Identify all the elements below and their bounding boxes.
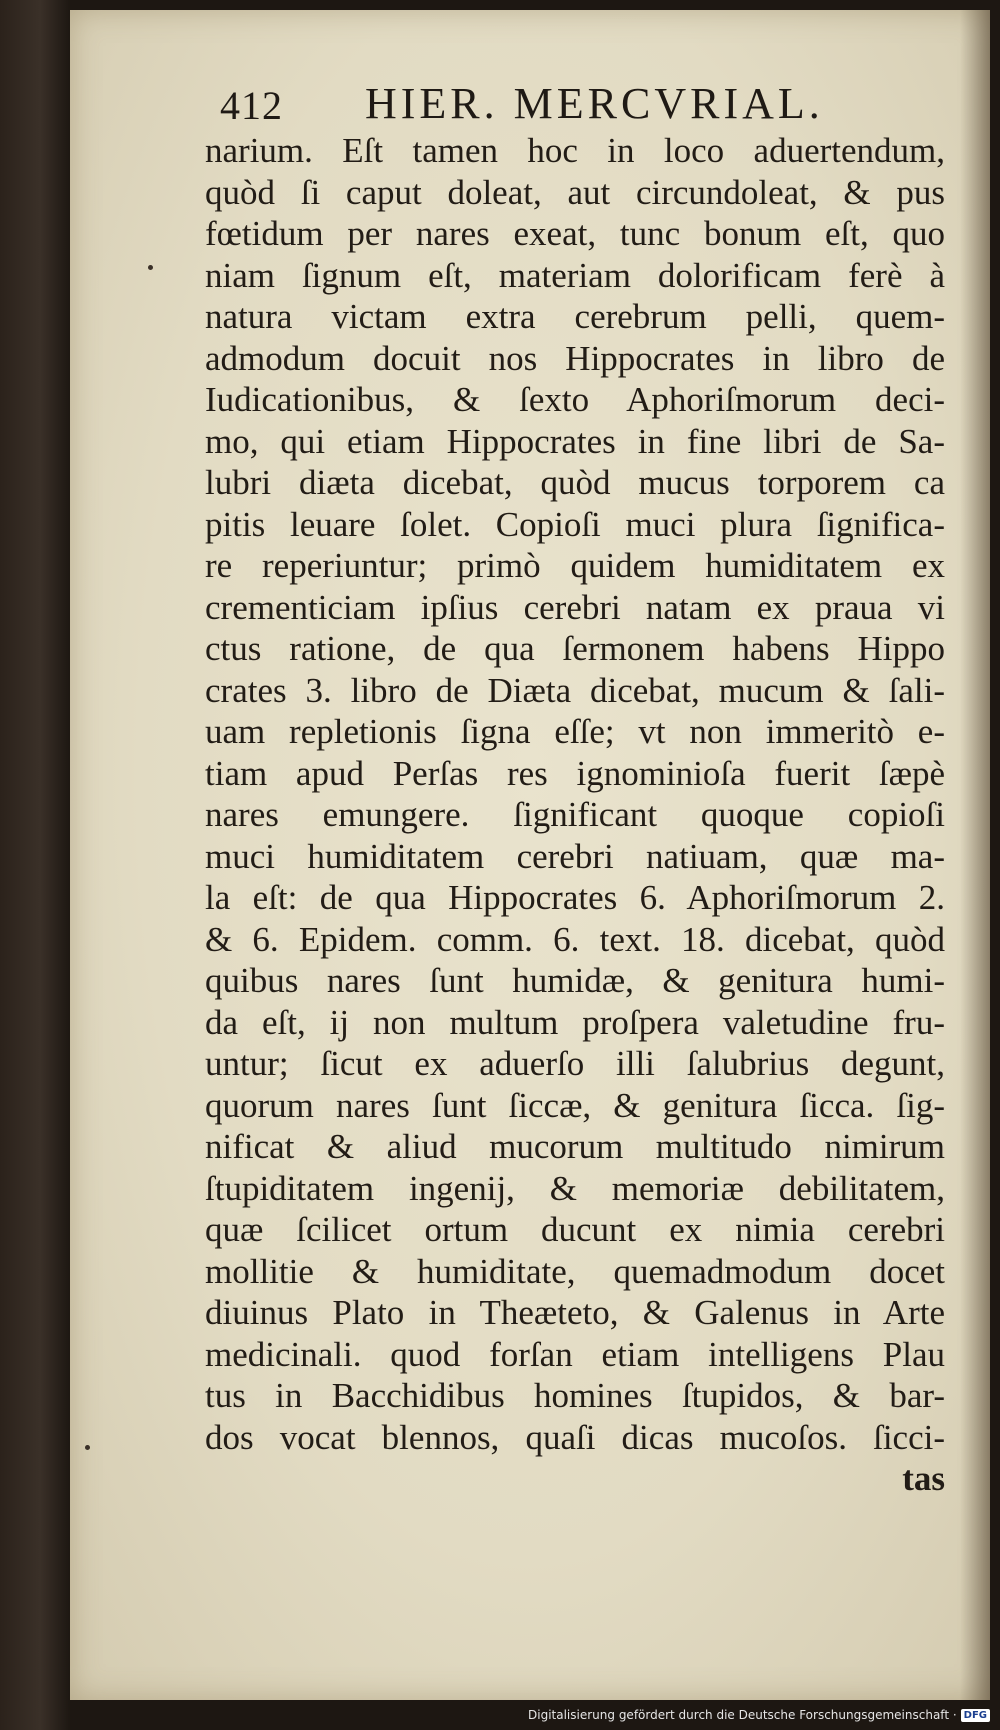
text-line: quibus nares ſunt humidæ, & genitura humi- <box>205 961 945 1000</box>
text-line: muci humiditatem cerebri natiuam, quæ ma- <box>205 836 945 876</box>
text-line: medicinali. quod forſan etiam intelligens Plau <box>205 1334 945 1374</box>
text-line: mo, qui etiam Hippocrates in fine libri de Sa- <box>205 421 945 461</box>
text-line: quòd ſi caput doleat, aut circundoleat, & pus <box>205 172 945 212</box>
margin-speck <box>85 1445 90 1450</box>
dfg-logo-icon: DFG <box>961 1709 990 1722</box>
text-line: natura victam extra cerebrum pelli, quem- <box>205 297 945 336</box>
text-line: re reperiuntur; primò quidem humiditatem ex <box>205 546 945 585</box>
credit-text: Digitalisierung gefördert durch die Deutsche Forschungsgemeinschaft · <box>528 1708 957 1722</box>
margin-speck <box>148 265 153 270</box>
text-line: pitis leuare ſolet. Copioſi muci plura ſignifica- <box>205 504 945 544</box>
text-line: uam repletionis ſigna eſſe; vt non immeritò e- <box>205 712 945 751</box>
text-line: dos vocat blennos, quaſi dicas mucoſos. ſicci- <box>205 1417 945 1457</box>
page-number: 412 <box>220 83 283 128</box>
text-line: Iudicationibus, & ſexto Aphoriſmorum deci- <box>205 380 945 419</box>
running-head: HIER. MERCVRIAL. <box>365 79 824 128</box>
text-line: nares emungere. ſignificant quoque copioſi <box>205 795 945 834</box>
text-line: crementiciam ipſius cerebri natam ex praua vi <box>205 587 945 627</box>
text-line: ctus ratione, de qua ſermonem habens Hippo <box>205 629 945 668</box>
text-line: admodum docuit nos Hippocrates in libro de <box>205 338 945 378</box>
text-line: ſtupiditatem ingenij, & memoriæ debilitatem, <box>205 1168 945 1208</box>
text-line: tiam apud Perſas res ignominioſa fuerit ſæpè <box>205 753 945 793</box>
text-line: niam ſignum eſt, materiam dolorificam ferè à <box>205 255 945 295</box>
text-line: da eſt, ij non multum proſpera valetudine fru- <box>205 1002 945 1042</box>
text-line: la eſt: de qua Hippocrates 6. Aphoriſmorum 2. <box>205 878 945 917</box>
text-line: mollitie & humiditate, quemadmodum docet <box>205 1251 945 1291</box>
text-line: lubri diæta dicebat, quòd mucus torporem ca <box>205 463 945 502</box>
text-line: nificat & aliud mucorum multitudo nimirum <box>205 1127 945 1166</box>
text-line: crates 3. libro de Diæta dicebat, mucum & ſali- <box>205 670 945 710</box>
text-line: quorum nares ſunt ſiccæ, & genitura ſicca. ſig- <box>205 1085 945 1125</box>
text-line: fœtidum per nares exeat, tunc bonum eſt, quo <box>205 214 945 253</box>
text-line: diuinus Plato in Theæteto, & Galenus in Arte <box>205 1293 945 1332</box>
page-header <box>145 70 865 130</box>
body-text <box>205 130 945 1500</box>
text-line: narium. Eſt tamen hoc in loco aduertendum, <box>205 131 945 170</box>
text-line: tus in Bacchidibus homines ſtupidos, & bar- <box>205 1376 945 1415</box>
text-line: untur; ſicut ex aduerſo illi ſalubrius degunt, <box>205 1044 945 1083</box>
text-line: quæ ſcilicet ortum ducunt ex nimia cerebri <box>205 1210 945 1249</box>
digitization-credit <box>528 1704 990 1726</box>
catchword: tas <box>902 1459 945 1498</box>
text-line: & 6. Epidem. comm. 6. text. 18. dicebat, quòd <box>205 919 945 959</box>
